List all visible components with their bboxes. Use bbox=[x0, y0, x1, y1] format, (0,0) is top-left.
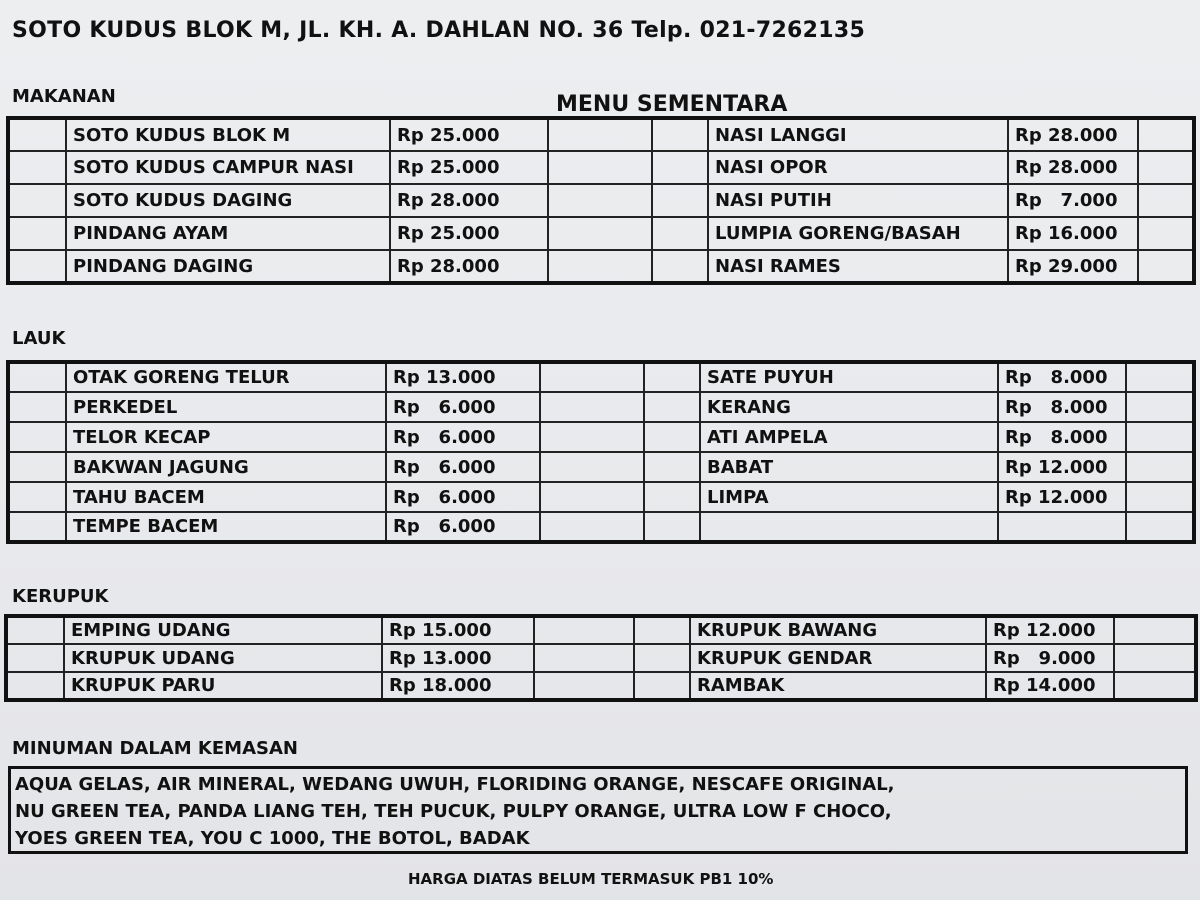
spacer-cell bbox=[1126, 512, 1194, 542]
item-name: PINDANG AYAM bbox=[66, 217, 390, 250]
menu-row bbox=[8, 422, 1194, 452]
menu-row bbox=[8, 217, 1194, 250]
item-name: SOTO KUDUS CAMPUR NASI bbox=[66, 151, 390, 184]
drinks-line: NU GREEN TEA, PANDA LIANG TEH, TEH PUCUK, PULPY ORANGE, ULTRA LOW F CHOCO, bbox=[15, 801, 892, 822]
spacer-cell bbox=[548, 217, 652, 250]
spacer-cell bbox=[1114, 672, 1196, 700]
item-name: SOTO KUDUS BLOK M bbox=[66, 118, 390, 151]
item-price: Rp 13.000 bbox=[382, 644, 534, 672]
item-name: KRUPUK PARU bbox=[64, 672, 382, 700]
kerupuk-table bbox=[4, 614, 1198, 702]
item-price: Rp 8.000 bbox=[998, 392, 1126, 422]
lauk-table bbox=[6, 360, 1196, 544]
spacer-cell bbox=[644, 362, 700, 392]
item-price: Rp 29.000 bbox=[1008, 250, 1138, 283]
drinks-line: AQUA GELAS, AIR MINERAL, WEDANG UWUH, FLORIDING ORANGE, NESCAFE ORIGINAL, bbox=[15, 774, 895, 795]
spacer-cell bbox=[540, 422, 644, 452]
spacer-cell bbox=[540, 482, 644, 512]
item-price bbox=[998, 512, 1126, 542]
item-price: Rp 6.000 bbox=[386, 452, 540, 482]
spacer-cell bbox=[644, 512, 700, 542]
spacer-cell bbox=[540, 512, 644, 542]
menu-row bbox=[6, 616, 1196, 644]
spacer-cell bbox=[6, 644, 64, 672]
spacer-cell bbox=[1138, 250, 1194, 283]
spacer-cell bbox=[8, 422, 66, 452]
item-name: NASI PUTIH bbox=[708, 184, 1008, 217]
item-name: TAHU BACEM bbox=[66, 482, 386, 512]
item-name: NASI LANGGI bbox=[708, 118, 1008, 151]
section-label-minuman: MINUMAN DALAM KEMASAN bbox=[12, 738, 298, 759]
menu-title: MENU SEMENTARA bbox=[556, 92, 788, 117]
item-name: NASI OPOR bbox=[708, 151, 1008, 184]
spacer-cell bbox=[1138, 217, 1194, 250]
section-label-makanan: MAKANAN bbox=[12, 86, 116, 107]
spacer-cell bbox=[1138, 184, 1194, 217]
menu-row bbox=[8, 392, 1194, 422]
spacer-cell bbox=[534, 672, 634, 700]
item-name: ATI AMPELA bbox=[700, 422, 998, 452]
item-price: Rp 6.000 bbox=[386, 482, 540, 512]
item-name: KRUPUK UDANG bbox=[64, 644, 382, 672]
menu-row bbox=[8, 118, 1194, 151]
item-price: Rp 28.000 bbox=[390, 250, 548, 283]
item-name: BABAT bbox=[700, 452, 998, 482]
item-price: Rp 7.000 bbox=[1008, 184, 1138, 217]
item-price: Rp 28.000 bbox=[1008, 151, 1138, 184]
item-price: Rp 12.000 bbox=[998, 452, 1126, 482]
item-price: Rp 18.000 bbox=[382, 672, 534, 700]
item-name: KRUPUK GENDAR bbox=[690, 644, 986, 672]
spacer-cell bbox=[534, 616, 634, 644]
spacer-cell bbox=[652, 118, 708, 151]
spacer-cell bbox=[6, 672, 64, 700]
spacer-cell bbox=[1114, 644, 1196, 672]
item-price: Rp 16.000 bbox=[1008, 217, 1138, 250]
spacer-cell bbox=[1114, 616, 1196, 644]
item-name: SOTO KUDUS DAGING bbox=[66, 184, 390, 217]
section-label-kerupuk: KERUPUK bbox=[12, 586, 109, 607]
item-price: Rp 15.000 bbox=[382, 616, 534, 644]
spacer-cell bbox=[8, 452, 66, 482]
spacer-cell bbox=[634, 644, 690, 672]
item-price: Rp 8.000 bbox=[998, 362, 1126, 392]
item-name: BAKWAN JAGUNG bbox=[66, 452, 386, 482]
menu-row bbox=[6, 644, 1196, 672]
item-price: Rp 13.000 bbox=[386, 362, 540, 392]
makanan-table bbox=[6, 116, 1196, 285]
spacer-cell bbox=[1126, 452, 1194, 482]
item-price: Rp 25.000 bbox=[390, 217, 548, 250]
lauk-rows bbox=[8, 362, 1194, 542]
item-price: Rp 6.000 bbox=[386, 422, 540, 452]
spacer-cell bbox=[540, 362, 644, 392]
kerupuk-rows bbox=[6, 616, 1196, 700]
spacer-cell bbox=[1126, 482, 1194, 512]
spacer-cell bbox=[548, 184, 652, 217]
spacer-cell bbox=[644, 422, 700, 452]
drinks-box bbox=[8, 766, 1188, 854]
item-name: KERANG bbox=[700, 392, 998, 422]
menu-row bbox=[8, 452, 1194, 482]
menu-row bbox=[8, 482, 1194, 512]
item-price: Rp 25.000 bbox=[390, 151, 548, 184]
item-name: TELOR KECAP bbox=[66, 422, 386, 452]
spacer-cell bbox=[540, 452, 644, 482]
spacer-cell bbox=[1126, 362, 1194, 392]
item-name bbox=[700, 512, 998, 542]
item-price: Rp 28.000 bbox=[390, 184, 548, 217]
item-name: EMPING UDANG bbox=[64, 616, 382, 644]
menu-row bbox=[8, 151, 1194, 184]
spacer-cell bbox=[548, 250, 652, 283]
spacer-cell bbox=[6, 616, 64, 644]
spacer-cell bbox=[1138, 151, 1194, 184]
item-name: OTAK GORENG TELUR bbox=[66, 362, 386, 392]
item-name: SATE PUYUH bbox=[700, 362, 998, 392]
spacer-cell bbox=[652, 184, 708, 217]
spacer-cell bbox=[8, 118, 66, 151]
spacer-cell bbox=[1126, 422, 1194, 452]
spacer-cell bbox=[652, 217, 708, 250]
spacer-cell bbox=[634, 672, 690, 700]
spacer-cell bbox=[8, 151, 66, 184]
spacer-cell bbox=[540, 392, 644, 422]
item-name: LIMPA bbox=[700, 482, 998, 512]
menu-row bbox=[8, 184, 1194, 217]
spacer-cell bbox=[652, 250, 708, 283]
item-price: Rp 6.000 bbox=[386, 512, 540, 542]
spacer-cell bbox=[644, 482, 700, 512]
item-price: Rp 12.000 bbox=[986, 616, 1114, 644]
spacer-cell bbox=[548, 151, 652, 184]
drinks-line: YOES GREEN TEA, YOU C 1000, THE BOTOL, BADAK bbox=[15, 828, 530, 849]
menu-row bbox=[8, 250, 1194, 283]
spacer-cell bbox=[8, 362, 66, 392]
spacer-cell bbox=[1126, 392, 1194, 422]
spacer-cell bbox=[534, 644, 634, 672]
spacer-cell bbox=[8, 512, 66, 542]
item-price: Rp 28.000 bbox=[1008, 118, 1138, 151]
item-name: NASI RAMES bbox=[708, 250, 1008, 283]
item-name: PERKEDEL bbox=[66, 392, 386, 422]
item-price: Rp 14.000 bbox=[986, 672, 1114, 700]
page-title: SOTO KUDUS BLOK M, JL. KH. A. DAHLAN NO. 36 Telp. 021-7262135 bbox=[12, 18, 866, 43]
item-name: RAMBAK bbox=[690, 672, 986, 700]
item-price: Rp 9.000 bbox=[986, 644, 1114, 672]
spacer-cell bbox=[644, 392, 700, 422]
spacer-cell bbox=[8, 392, 66, 422]
tax-note: HARGA DIATAS BELUM TERMASUK PB1 10% bbox=[408, 870, 774, 888]
spacer-cell bbox=[1138, 118, 1194, 151]
menu-row bbox=[8, 362, 1194, 392]
menu-row bbox=[6, 672, 1196, 700]
makanan-rows bbox=[8, 118, 1194, 283]
spacer-cell bbox=[548, 118, 652, 151]
spacer-cell bbox=[634, 616, 690, 644]
item-price: Rp 6.000 bbox=[386, 392, 540, 422]
item-name: LUMPIA GORENG/BASAH bbox=[708, 217, 1008, 250]
spacer-cell bbox=[8, 217, 66, 250]
item-price: Rp 12.000 bbox=[998, 482, 1126, 512]
section-label-lauk: LAUK bbox=[12, 328, 66, 349]
menu-row bbox=[8, 512, 1194, 542]
item-name: KRUPUK BAWANG bbox=[690, 616, 986, 644]
spacer-cell bbox=[8, 482, 66, 512]
item-price: Rp 8.000 bbox=[998, 422, 1126, 452]
spacer-cell bbox=[644, 452, 700, 482]
spacer-cell bbox=[8, 184, 66, 217]
item-name: TEMPE BACEM bbox=[66, 512, 386, 542]
item-name: PINDANG DAGING bbox=[66, 250, 390, 283]
spacer-cell bbox=[652, 151, 708, 184]
item-price: Rp 25.000 bbox=[390, 118, 548, 151]
spacer-cell bbox=[8, 250, 66, 283]
